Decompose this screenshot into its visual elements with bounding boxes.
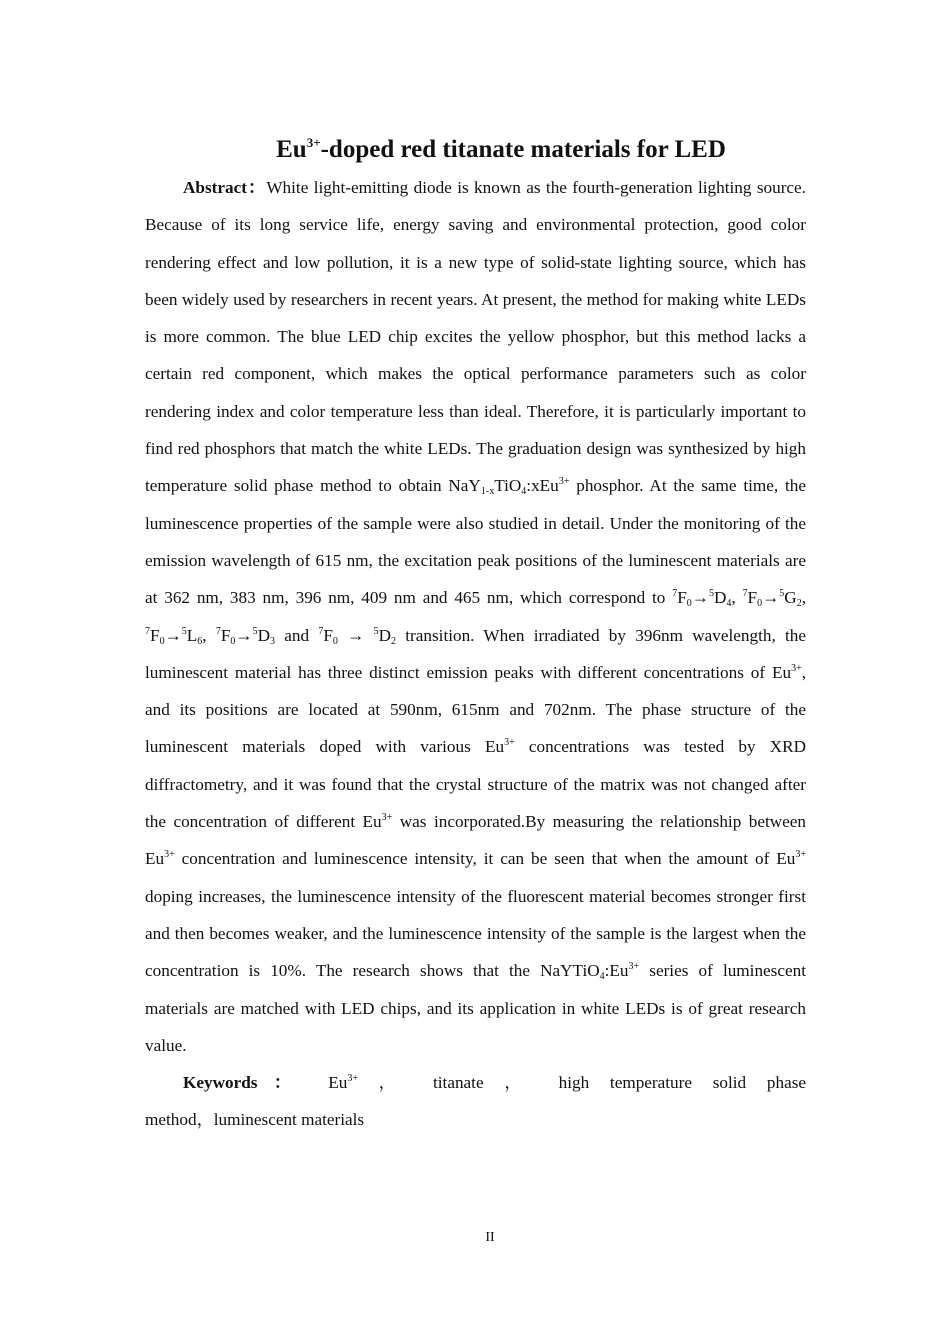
- paper-title: $Eu^{3+}$-doped red titanate materials for LED: [276, 135, 726, 163]
- keywords-paragraph: Keywords： $Eu^{3+}$ ， titanate ， high temperature solid phase: [183, 1073, 807, 1093]
- transition-4: $^7F_0\to^5D_3$ and: [215, 625, 319, 647]
- transition-3: $^7F_0\to^5L_6$,: [145, 625, 216, 647]
- abstract-paragraph: Abstract：White light-emitting diode is known as the fourth-generation lighting source. Because of its long service life, energy saving and environmental protection, good color rendering effect and low pollution, it is a new type of solid-state lighting source, which has been widely used by researchers in recent years. At present, the method for making white LEDs is more common. The blue LED chip excites the yellow phosphor, but this method lacks a certain red component, which makes the optical performance parameters such as color rendering index and color temperature less than ideal. Therefore, it is particularly important to find red phosphors that match the white LEDs. The graduation design was synthesized by high temperature solid phase method to obtain NaY$_{1-x}$TiO$_4$:xEu$^{3+}$ phosphor. At the same time, the luminescence properties of the sample were also studied in detail. Under the monitoring of the emission wavelength of 615 nm, the excitation peak positions of the luminescent materials are at 362 nm, 383 nm, 396 nm, 409 nm and 465 nm, which correspond to $^7F_0\to^5D_4$, $^7F_0\to^5G_2$, $^7F_0\to^5L_6$, $^7F_0\to^5D_3$ and $^7F_0 \to ^5D_2$ transition. When irradiated by 396nm wavelength, the luminescent material has three distinct emission peaks with different concentrations of $Eu^{3+}$, and its positions are located at 590nm, 615nm and 702nm. The phase structure of the luminescent materials doped with various $Eu^{3+}$ concentrations was tested by XRD diffractometry, and it was found that the crystal structure of the matrix was not changed after the concentration of different $Eu^{3+}$ was incorporated.By measuring the relationship between $Eu^{3+}$ concentration and luminescence intensity, it can be seen that when the amount of $Eu^{3+}$ doping increases, the luminescence intensity of the fluorescent material becomes stronger first and then becomes weaker, and the luminescence intensity of the sample is the largest when the concentration is 10%. The research shows that the $NaYTiO_4:Eu^{3+}$ series of luminescent materials are matched with LED chips, and its application in white LEDs is of great research value.: [145, 178, 807, 1055]
- abstract-label: Abstract：: [183, 178, 267, 197]
- transition-5: $^7F_0 \to ^5D_2$: [318, 625, 396, 647]
- keywords-continuation: method，luminescent materials: [145, 1110, 365, 1130]
- formula-nayxtio4: NaY$_{1-x}$TiO$_4$:xEu$^{3+}$: [448, 476, 570, 498]
- keywords-label: Keywords：: [183, 1073, 308, 1093]
- abstract-section: [145, 169, 806, 1139]
- transition-1: $^7F_0\to^5D_4$,: [672, 588, 743, 610]
- formula-naytio4: $NaYTiO_4:Eu^{3+}$: [540, 961, 640, 983]
- transition-2: $^7F_0\to^5G_2$,: [742, 588, 806, 610]
- page-number: II: [485, 1230, 495, 1245]
